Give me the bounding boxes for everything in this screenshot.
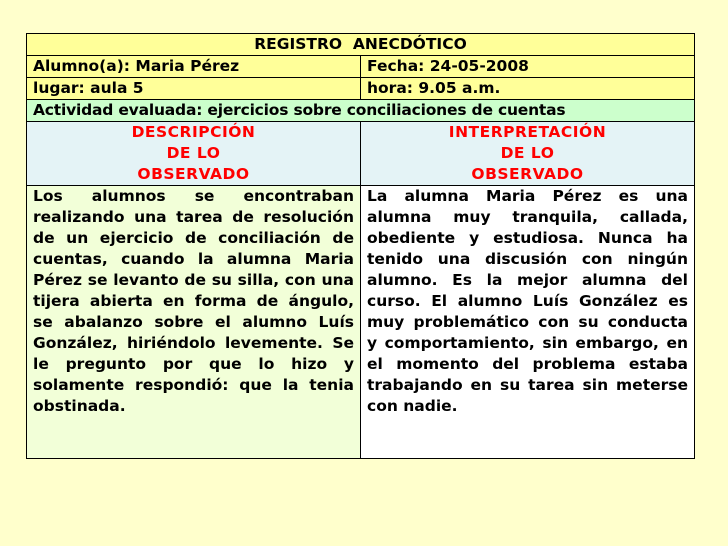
interpretation-heading: [361, 122, 695, 186]
record-date: Fecha: 24-05-2008: [361, 56, 695, 78]
student-date-row: [27, 56, 695, 78]
description-heading-line-1: DESCRIPCIÓN: [131, 123, 256, 141]
title-row: [27, 34, 695, 56]
column-headings-row: [27, 122, 695, 186]
description-heading-line-2: DE LO: [166, 144, 221, 162]
observation-description: Los alumnos se encontraban realizando una tarea de resolución de un ejercicio de conciliación de cuentas, cuando la alumna Maria Pérez se levanto de su silla, con una tijera abierta en forma de ángulo, se abalanzo sobre el alumno Luís González, hiriéndolo levemente. Se le pregunto por que lo hizo y solamente respondió: que la tenia obstinada.: [27, 186, 361, 459]
activity-row: [27, 100, 695, 122]
record-title: REGISTRO ANECDÓTICO: [27, 34, 695, 56]
place-time-row: [27, 78, 695, 100]
interpretation-heading-line-3: OBSERVADO: [471, 165, 584, 183]
observation-interpretation: La alumna Maria Pérez es una alumna muy tranquila, callada, obediente y estudiosa. Nunca ha tenido una discusión con ningún alumno. Es la mejor alumna del curso. El alumno Luís González es muy problemático con su conducta y comportamiento, sin embargo, en el momento del problema estaba trabajando en su tarea sin meterse con nadie.: [361, 186, 695, 459]
observation-row: [27, 186, 695, 459]
student-name: Alumno(a): Maria Pérez: [27, 56, 361, 78]
record-time: hora: 9.05 a.m.: [361, 78, 695, 100]
interpretation-heading-line-2: DE LO: [500, 144, 555, 162]
description-heading: [27, 122, 361, 186]
record-place: lugar: aula 5: [27, 78, 361, 100]
evaluated-activity: Actividad evaluada: ejercicios sobre conciliaciones de cuentas: [27, 100, 695, 122]
anecdotal-record-table: [26, 33, 695, 459]
interpretation-heading-line-1: INTERPRETACIÓN: [448, 123, 607, 141]
description-heading-line-3: OBSERVADO: [137, 165, 250, 183]
